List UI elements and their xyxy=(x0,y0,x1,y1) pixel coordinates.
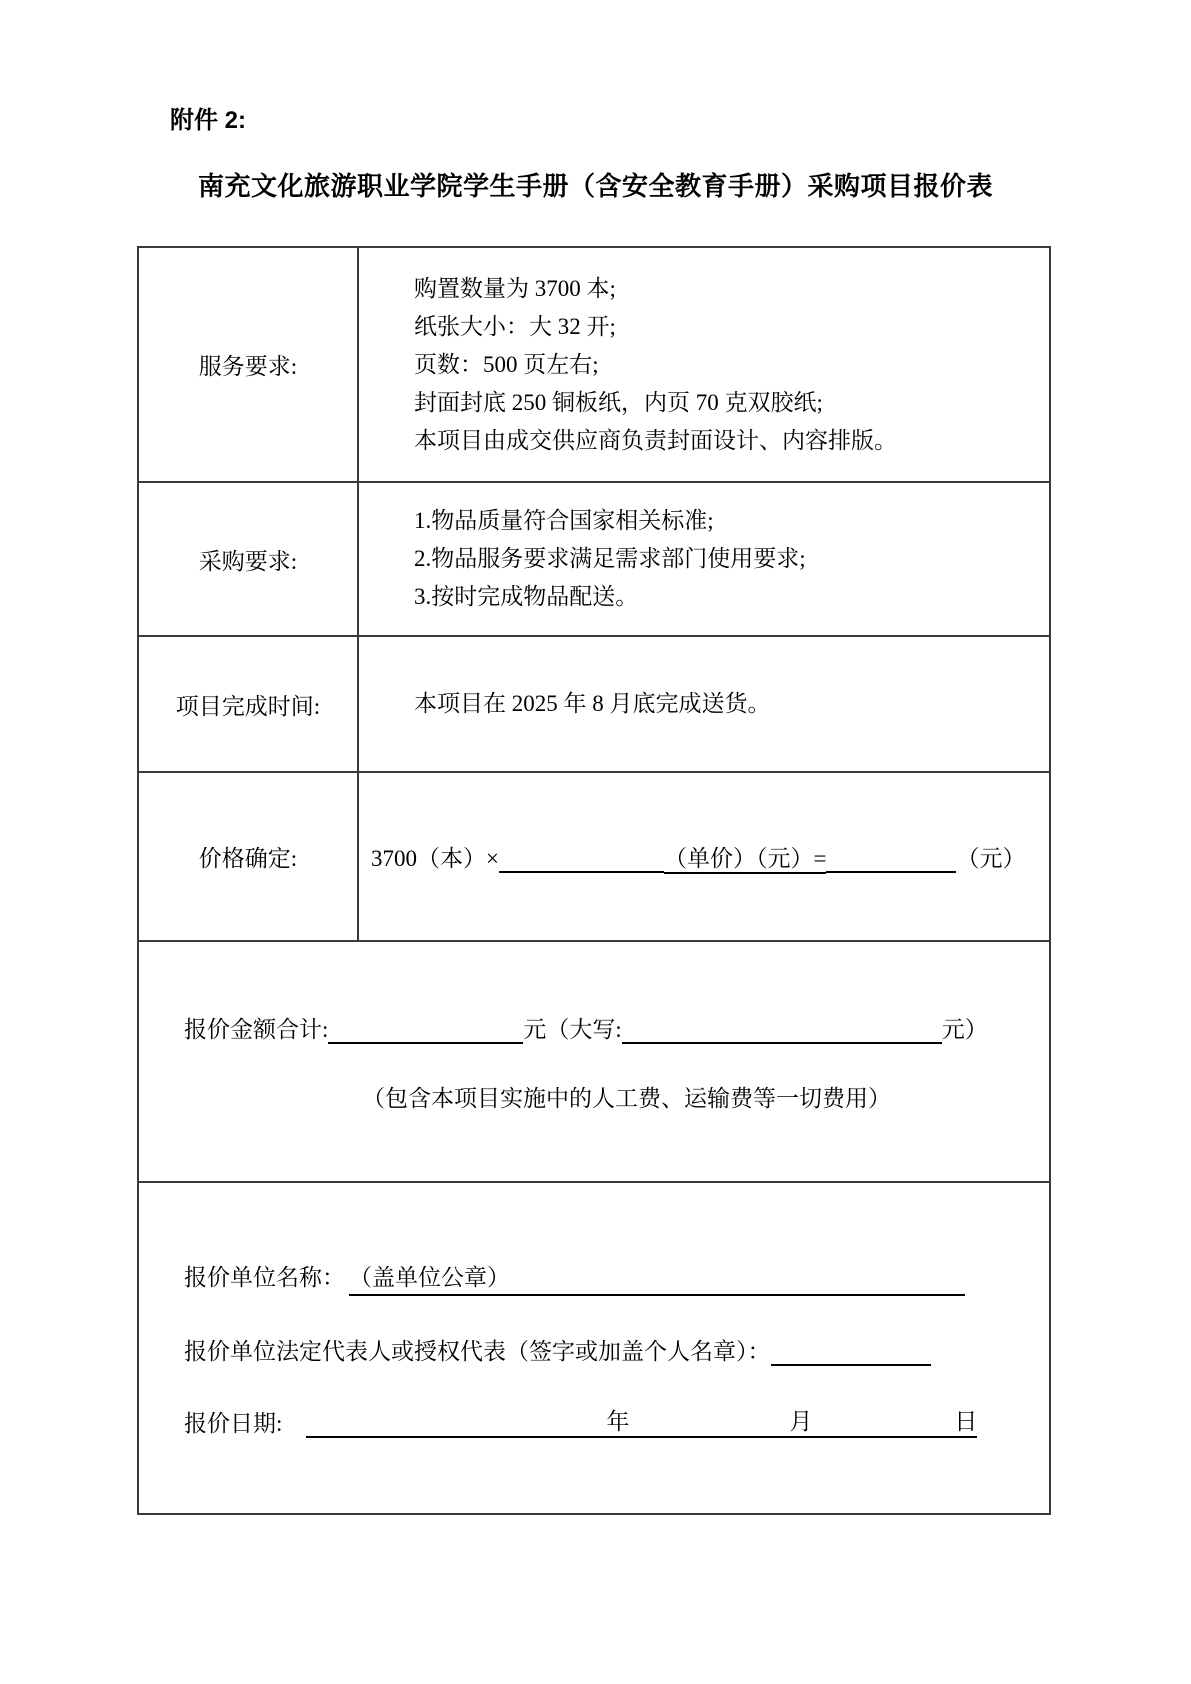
date-spacer xyxy=(812,1428,954,1429)
quotation-table xyxy=(137,246,1051,1515)
company-name-line xyxy=(184,1259,1049,1296)
representative-label: 报价单位法定代表人或授权代表（签字或加盖个人名章）： xyxy=(184,1338,771,1364)
completion-time-label: 项目完成时间: xyxy=(139,637,359,771)
price-determination-row xyxy=(139,773,1049,942)
attachment-label: 附件 2: xyxy=(170,107,247,134)
quote-date-blank-field xyxy=(306,1403,977,1438)
quote-date-line xyxy=(184,1403,1049,1438)
service-requirements-row xyxy=(139,248,1049,483)
price-determination-content xyxy=(359,773,1049,940)
signature-row xyxy=(139,1183,1049,1513)
company-name-blank-field xyxy=(349,1259,965,1296)
unit-price-blank-field xyxy=(499,847,664,873)
spec-line: 纸张大小：大 32 开; xyxy=(414,313,616,339)
month-label: 月 xyxy=(789,1408,813,1434)
procurement-requirements-label: 采购要求: xyxy=(139,483,359,635)
total-amount-end-label: 元） xyxy=(941,1016,988,1042)
quote-date-label: 报价日期: xyxy=(184,1410,283,1436)
total-price-blank-field xyxy=(826,847,956,873)
spec-line: 本项目由成交供应商负责封面设计、内容排版。 xyxy=(414,427,897,453)
service-requirements-content xyxy=(359,248,1049,481)
procurement-requirements-row xyxy=(139,483,1049,637)
total-amount-row xyxy=(139,942,1049,1183)
total-amount-content xyxy=(139,942,1049,1181)
day-label: 日 xyxy=(954,1408,978,1434)
procurement-requirements-content xyxy=(359,483,1049,635)
spec-line: 页数：500 页左右; xyxy=(414,351,599,377)
year-label: 年 xyxy=(606,1408,630,1434)
completion-time-content xyxy=(359,637,1049,771)
total-amount-label: 报价金额合计: xyxy=(184,1016,329,1042)
price-formula xyxy=(371,840,1049,873)
spec-line: 购置数量为 3700 本; xyxy=(414,275,616,301)
price-formula-suffix: （元） xyxy=(956,846,1026,871)
completion-time-text: 本项目在 2025 年 8 月底完成送货。 xyxy=(414,691,771,716)
date-spacer xyxy=(629,1428,789,1429)
stamp-note: （盖单位公章） xyxy=(349,1264,510,1290)
total-amount-blank-field xyxy=(328,1018,523,1044)
representative-line xyxy=(184,1333,1049,1366)
amount-in-words-blank-field xyxy=(622,1018,942,1044)
document-title: 南充文化旅游职业学院学生手册（含安全教育手册）采购项目报价表 xyxy=(197,171,993,201)
cost-inclusion-note: （包含本项目实施中的人工费、运输费等一切费用） xyxy=(362,1085,891,1111)
total-amount-mid-label: 元（大写: xyxy=(523,1016,622,1042)
date-spacer xyxy=(306,1428,606,1429)
company-name-label: 报价单位名称： xyxy=(184,1264,345,1290)
price-determination-label: 价格确定: xyxy=(139,773,359,940)
company-name-spacer xyxy=(510,1284,965,1285)
spec-line: 3.按时完成物品配送。 xyxy=(414,584,639,609)
spec-line: 1.物品质量符合国家相关标准; xyxy=(414,508,714,533)
representative-signature-blank-field xyxy=(771,1340,931,1366)
total-amount-line xyxy=(184,1011,1049,1044)
service-requirements-label: 服务要求: xyxy=(139,248,359,481)
price-formula-unit-label: （单价）（元）= xyxy=(664,846,826,874)
spec-line: 2.物品服务要求满足需求部门使用要求; xyxy=(414,546,806,571)
price-formula-prefix: 3700（本）× xyxy=(371,846,499,871)
completion-time-row xyxy=(139,637,1049,773)
spec-line: 封面封底 250 铜板纸，内页 70 克双胶纸; xyxy=(414,389,823,415)
signature-content xyxy=(139,1183,1049,1513)
